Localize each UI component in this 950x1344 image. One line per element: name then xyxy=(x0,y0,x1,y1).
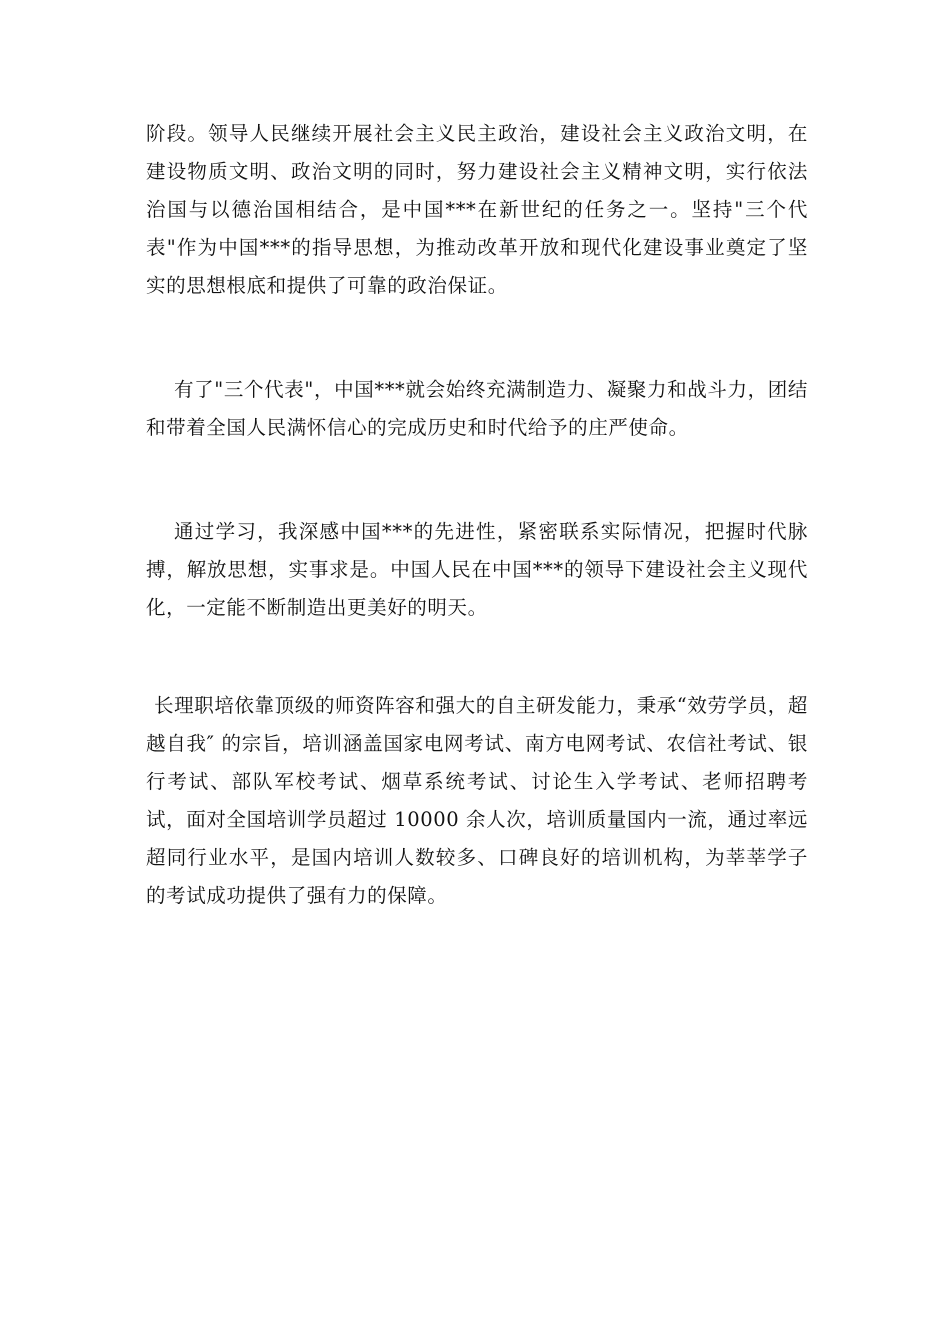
paragraph-2: 有了"三个代表"，中国***就会始终充满制造力、凝聚力和战斗力，团结和带着全国人民满怀信心的完成历史和时代给予的庄严使命。 xyxy=(146,378,808,439)
paragraph-3: 通过学习，我深感中国***的先进性，紧密联系实际情况，把握时代脉搏，解放思想，实事求是。中国人民在中国***的领导下建设社会主义现代化，一定能不断制造出更美好的明天。 xyxy=(146,520,808,619)
paragraph-4: 长理职培依靠顶级的师资阵容和强大的自主研发能力，秉承“效劳学员，超越自我″ 的宗旨，培训涵盖国家电网考试、南方电网考试、农信社考试、银行考试、部队军校考试、烟草系统考试、讨论生入学考试、老师招聘考试，面对全国培训学员超过 10000 余人次，培训质量国内一流，通过率远超同行业水平，是国内培训人数较多、口碑良好的培训机构，为莘莘学子的考试成功提供了强有力的保障。 xyxy=(146,694,808,907)
paragraph-1: 阶段。领导人民继续开展社会主义民主政治，建设社会主义政治文明，在建设物质文明、政治文明的同时，努力建设社会主义精神文明，实行依法治国与以德治国相结合，是中国***在新世纪的任务之一。坚持"三个代表"作为中国***的指导思想，为推动改革开放和现代化建设事业奠定了坚实的思想根底和提供了可靠的政治保证。 xyxy=(146,122,808,297)
